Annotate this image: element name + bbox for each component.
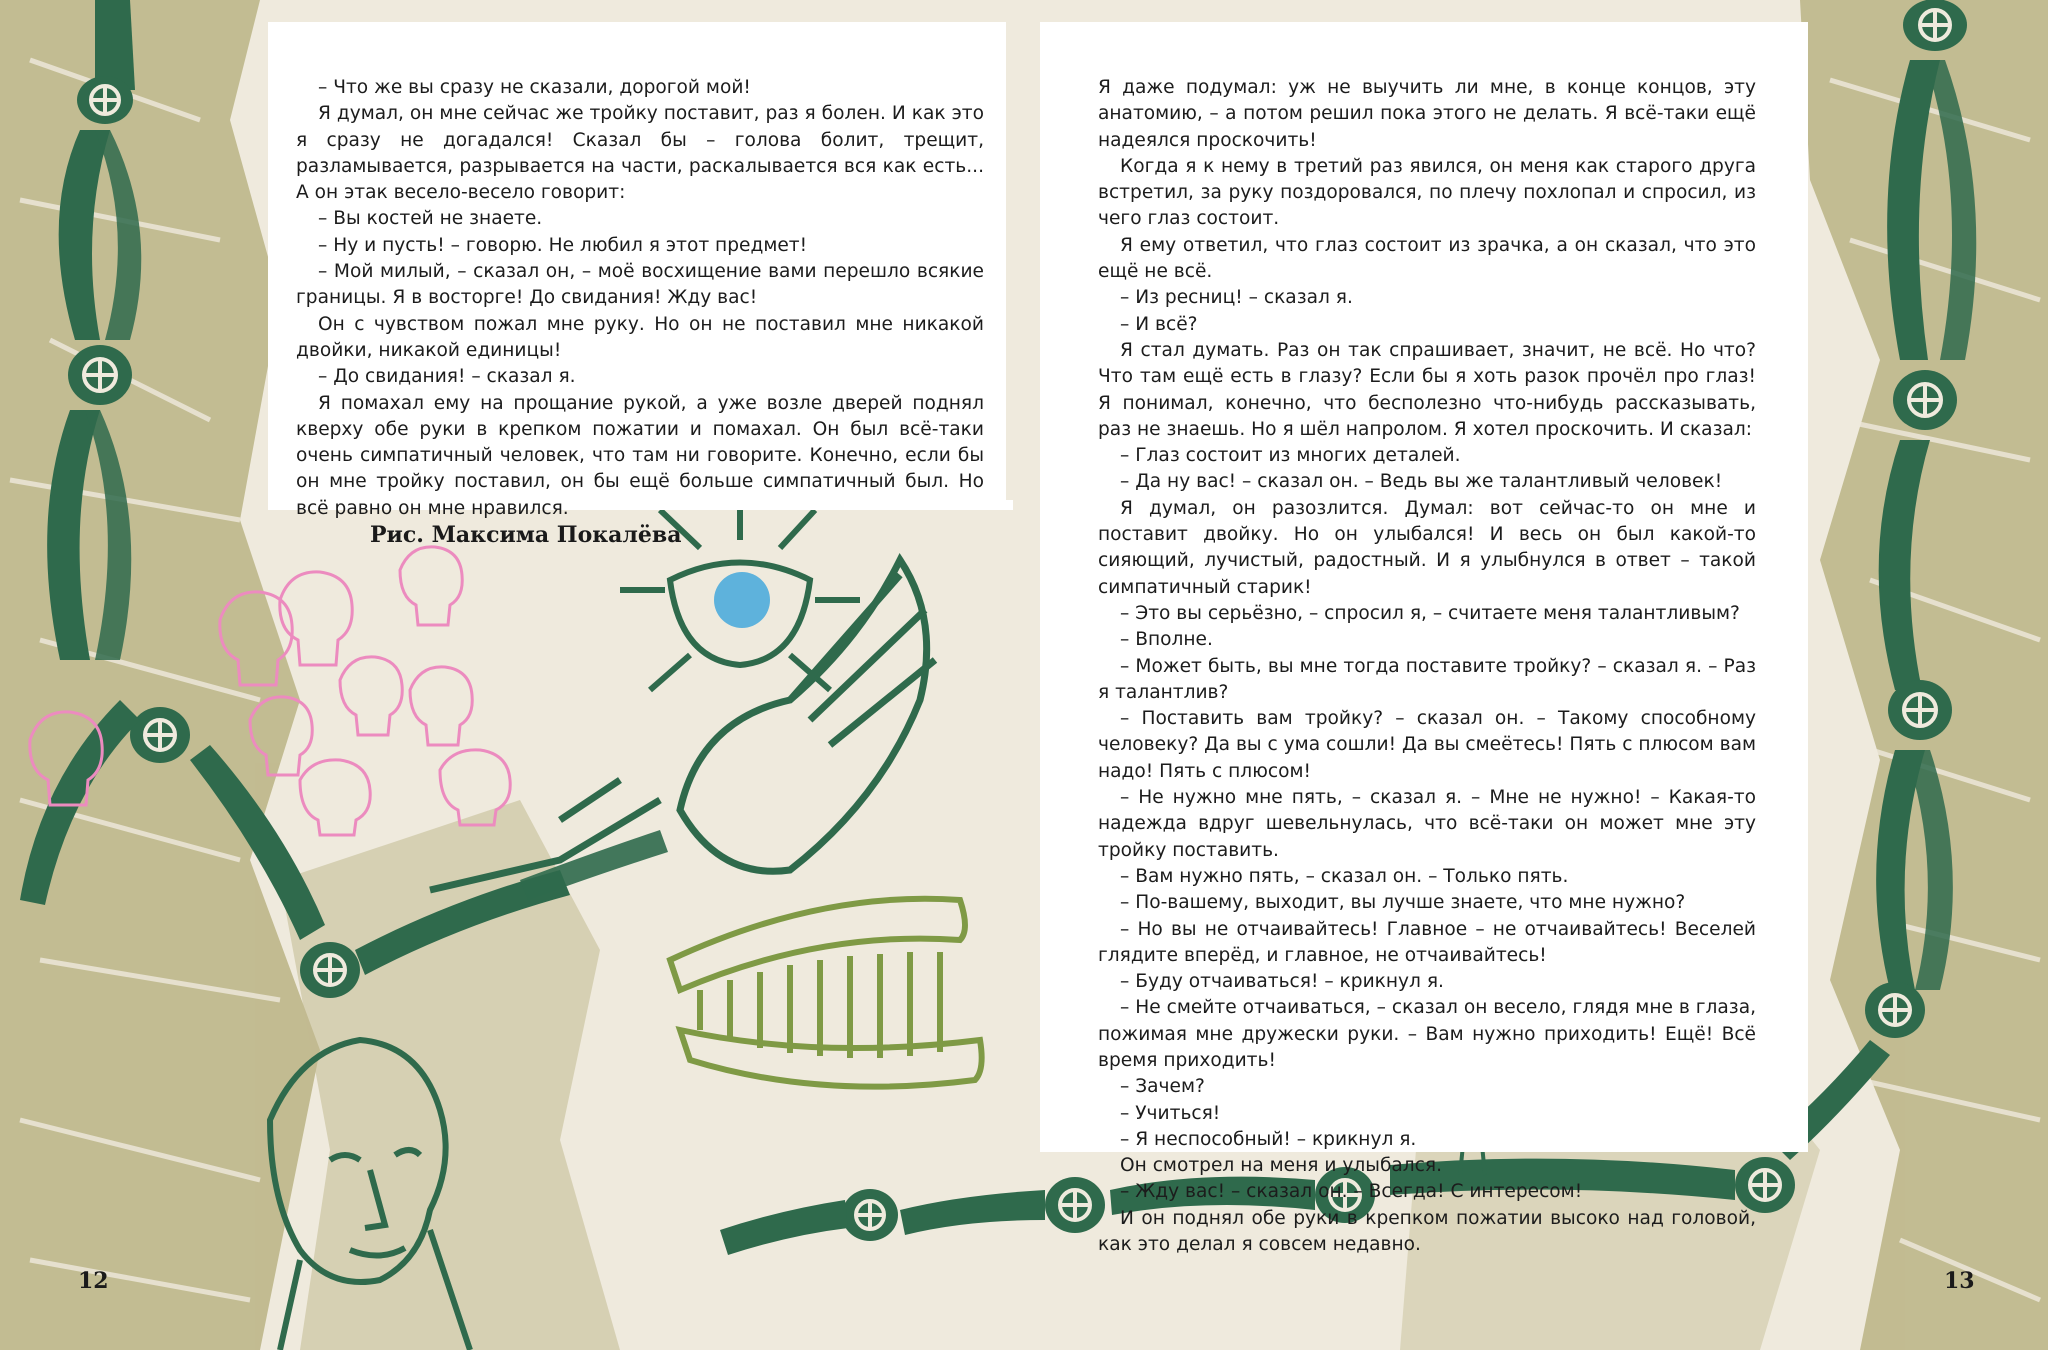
paragraph: – По-вашему, выходит, вы лучше знаете, что мне нужно? [1120,892,1686,914]
paragraph: – Буду отчаиваться! – крикнул я. [1120,971,1444,993]
paragraph: – Зачем? [1120,1076,1205,1098]
paragraph: Я думал, он разозлится. Думал: вот сейчас-то он мне и поставит двойку. Но он улыбался! И весь он был какой-то сияющий, лучистый, радостный. И я улыбнулся в ответ – такой симпатичный старик! [1098,497,1756,598]
page-number-left: 12 [78,1268,109,1294]
paragraph: – Вы костей не знаете. [318,208,543,230]
paragraph: – Из ресниц! – сказал я. [1120,287,1353,309]
paragraph: Я помахал ему на прощание рукой, а уже возле дверей поднял кверху обе руки в крепком пожатии и помахал. Он был всё-таки очень симпатичный человек, что там ни говорите. Конечно, если бы он мне тройку поставил, он бы ещё больше симпатичный был. Но всё равно он мне нравился. [296,392,984,519]
paragraph: – Глаз состоит из многих деталей. [1120,445,1461,467]
paragraph: – Вам нужно пять, – сказал он. – Только пять. [1120,865,1569,887]
paragraph: – Не смейте отчаиваться, – сказал он весело, глядя мне в глаза, пожимая мне дружески руки. – Вам нужно приходить! Ещё! Всё время приходить! [1098,997,1756,1071]
paragraph: – Не нужно мне пять, – сказал я. – Мне не нужно! – Какая-то надежда вдруг шевельнулась, что всё-таки он может мне эту тройку поставить. [1098,787,1756,861]
paragraph: И он поднял обе руки в крепком пожатии высоко над головой, как это делал я совсем недавно. [1098,1207,1756,1256]
paragraph: Когда я к нему в третий раз явился, он меня как старого друга встретил, за руку поздоровался, по плечу похлопал и спросил, из чего глаз состоит. [1098,155,1756,230]
teeth-drawing [670,899,982,1087]
left-page-text [296,75,984,522]
paragraph: Он с чувством пожал мне руку. Но он не поставил мне никакой двойки, никакой единицы! [296,313,984,361]
paragraph: – Да ну вас! – сказал он. – Ведь вы же талантливый человек! [1120,471,1723,493]
paragraph: Я даже подумал: уж не выучить ли мне, в конце концов, эту анатомию, – а потом решил пока этого не делать. Я всё-таки ещё надеялся проскочить! [1098,77,1756,151]
paragraph: – И всё? [1120,313,1198,335]
paragraph: Он смотрел на меня и улыбался. [1120,1155,1443,1177]
paragraph: – Жду вас! – сказал он. – Всегда! С интересом! [1120,1181,1583,1203]
paragraph: – Это вы серьёзно, – спросил я, – считаете меня талантливым? [1120,602,1740,624]
paragraph: – Я неспособный! – крикнул я. [1120,1128,1417,1150]
page-number-right: 13 [1944,1268,1975,1294]
right-page-text [1098,75,1756,1258]
paragraph: – Поставить вам тройку? – сказал он. – Такому способному человеку? Да вы с ума сошли! Да вы смеётесь! Пять с плюсом вам надо! Пять с плюсом! [1098,708,1756,782]
paragraph: – До свидания! – сказал я. [318,366,576,388]
illustrator-credit: Рис. Максима Покалёва [370,522,682,548]
paragraph: – Вполне. [1120,629,1213,651]
paragraph: Я ему ответил, что глаз состоит из зрачка, а он сказал, что это ещё не всё. [1098,234,1756,283]
paragraph: – Может быть, вы мне тогда поставите тройку? – сказал я. – Раз я талантлив? [1098,655,1756,703]
eye-pupil [714,572,770,628]
paragraph: Я стал думать. Раз он так спрашивает, значит, не всё. Но что? Что там ещё есть в глазу? Если бы я хоть разок прочёл про глаз! Я понимал, конечно, что бесполезно что-нибудь рассказывать, раз не знаешь. Но я шёл напролом. Я хотел проскочить. И сказал: [1098,339,1756,440]
paragraph: Я думал, он мне сейчас же тройку поставит, раз я болен. И как это я сразу не догадался! Сказал бы – голова болит, трещит, разламывается, разрывается на части, раскалывается вся как есть... А он этак весело-весело говорит: [296,103,984,204]
paragraph: – Что же вы сразу не сказали, дорогой мой! [318,77,751,98]
paragraph: – Ну и пусть! – говорю. Не любил я этот предмет! [318,234,808,256]
paragraph: – Учиться! [1120,1102,1221,1124]
paragraph: – Но вы не отчаивайтесь! Главное – не отчаивайтесь! Веселей глядите вперёд, и главное, не отчаивайтесь! [1098,918,1756,966]
paragraph: – Мой милый, – сказал он, – моё восхищение вами перешло всякие границы. Я в восторге! До свидания! Жду вас! [296,261,984,309]
